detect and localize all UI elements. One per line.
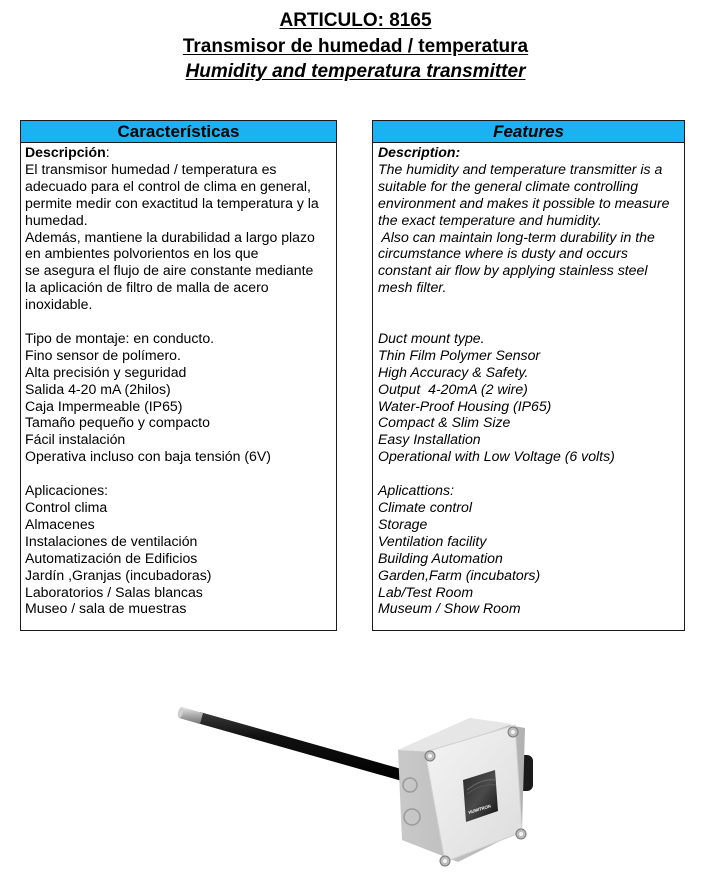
description-line: en ambientes polvorientos en los que <box>25 245 259 262</box>
description-line: humedad. <box>25 211 88 228</box>
description-line: adecuado para el control de clima en general, <box>25 177 311 194</box>
description-line: The humidity and temperature transmitter is a <box>378 160 663 177</box>
application-item: Storage <box>378 515 428 532</box>
feature-item: Compact & Slim Size <box>378 414 511 431</box>
feature-item: Operativa incluso con baja tensión (6V) <box>25 448 271 465</box>
application-item: Laboratorios / Salas blancas <box>25 583 203 600</box>
feature-item: Duct mount type. <box>378 329 485 346</box>
application-item: Lab/Test Room <box>378 583 474 600</box>
probe-rod <box>197 712 405 781</box>
application-item: Instalaciones de ventilación <box>25 532 198 549</box>
screw-icon <box>508 727 518 737</box>
feature-item: Easy Installation <box>378 431 481 448</box>
applications-list <box>25 499 332 617</box>
application-item: Automatización de Edificios <box>25 549 198 566</box>
feature-item: Operational with Low Voltage (6 volts) <box>378 448 615 465</box>
feature-item: Output 4-20mA (2 wire) <box>378 380 528 397</box>
description-line: the exact temperature and humidity. <box>378 211 602 228</box>
feature-item: Fino sensor de polímero. <box>25 346 181 363</box>
application-item: Almacenes <box>25 515 95 532</box>
feature-list <box>25 330 332 465</box>
description-line: constant air flow by applying stainless steel <box>378 262 648 279</box>
description-line: la aplicación de filtro de malla de acero <box>25 279 269 296</box>
product-image <box>170 690 550 882</box>
feature-item: Salida 4-20 mA (2hilos) <box>25 380 171 397</box>
description-line: mesh filter. <box>378 279 447 296</box>
application-item: Building Automation <box>378 549 503 566</box>
application-item: Control clima <box>25 499 108 515</box>
description-text <box>378 161 680 296</box>
screw-icon <box>440 856 450 866</box>
brand-label: HUMITRON <box>467 803 492 815</box>
feature-item: Fácil instalación <box>25 431 126 448</box>
feature-item: Tamaño pequeño y compacto <box>25 414 210 431</box>
document-title <box>0 8 711 85</box>
sensor-tip <box>177 707 203 724</box>
features-body <box>373 143 684 617</box>
caracteristicas-body <box>21 143 336 617</box>
application-item: Jardín ,Granjas (incubadoras) <box>25 566 212 583</box>
screw-icon <box>425 751 435 761</box>
description-line: inoxidable. <box>25 296 93 313</box>
description-line: Además, mantiene la durabilidad a largo plazo <box>25 228 315 245</box>
description-line: suitable for the general climate controlling <box>378 177 639 194</box>
feature-item: Thin Film Polymer Sensor <box>378 346 541 363</box>
applications-label: Aplicattions: <box>378 482 454 499</box>
features-heading: Features <box>373 121 684 143</box>
feature-item: High Accuracy & Safety. <box>378 363 529 380</box>
feature-item: Caja Impermeable (IP65) <box>25 397 183 414</box>
description-line: permite medir con exactitud la temperatura y la <box>25 194 319 211</box>
title-spanish: Transmisor de humedad / temperatura <box>182 35 529 57</box>
description-line: circumstance where is dusty and occurs <box>378 245 628 262</box>
description-label: Descripción <box>25 144 106 160</box>
applications-list <box>378 499 680 617</box>
title-english: Humidity and temperatura transmitter <box>185 61 526 82</box>
feature-item: Alta precisión y seguridad <box>25 363 187 380</box>
caracteristicas-heading: Características <box>21 121 336 143</box>
description-line: environment and makes it possible to measure <box>378 194 670 211</box>
application-item: Garden,Farm (incubators) <box>378 566 541 583</box>
description-text <box>25 161 332 313</box>
application-item: Climate control <box>378 498 472 515</box>
description-label-line: Descripción: <box>25 144 110 160</box>
features-panel <box>372 120 685 631</box>
feature-item: Water-Proof Housing (IP65) <box>378 397 552 414</box>
article-number: ARTICULO: 8165 <box>279 10 432 31</box>
screw-icon <box>516 829 526 839</box>
caracteristicas-panel <box>20 120 337 631</box>
feature-item: Tipo de montaje: en conducto. <box>25 329 215 346</box>
description-line: se asegura el flujo de aire constante mediante <box>25 262 314 279</box>
application-item: Museo / sala de muestras <box>25 600 187 617</box>
description-line: El transmisor humedad / temperatura es <box>25 160 277 177</box>
application-item: Ventilation facility <box>378 532 487 549</box>
feature-list <box>378 330 680 465</box>
description-label: Description: <box>378 144 461 160</box>
description-line: Also can maintain long-term durability in the <box>378 228 655 245</box>
application-item: Museum / Show Room <box>378 600 521 617</box>
applications-label: Aplicaciones: <box>25 482 109 499</box>
